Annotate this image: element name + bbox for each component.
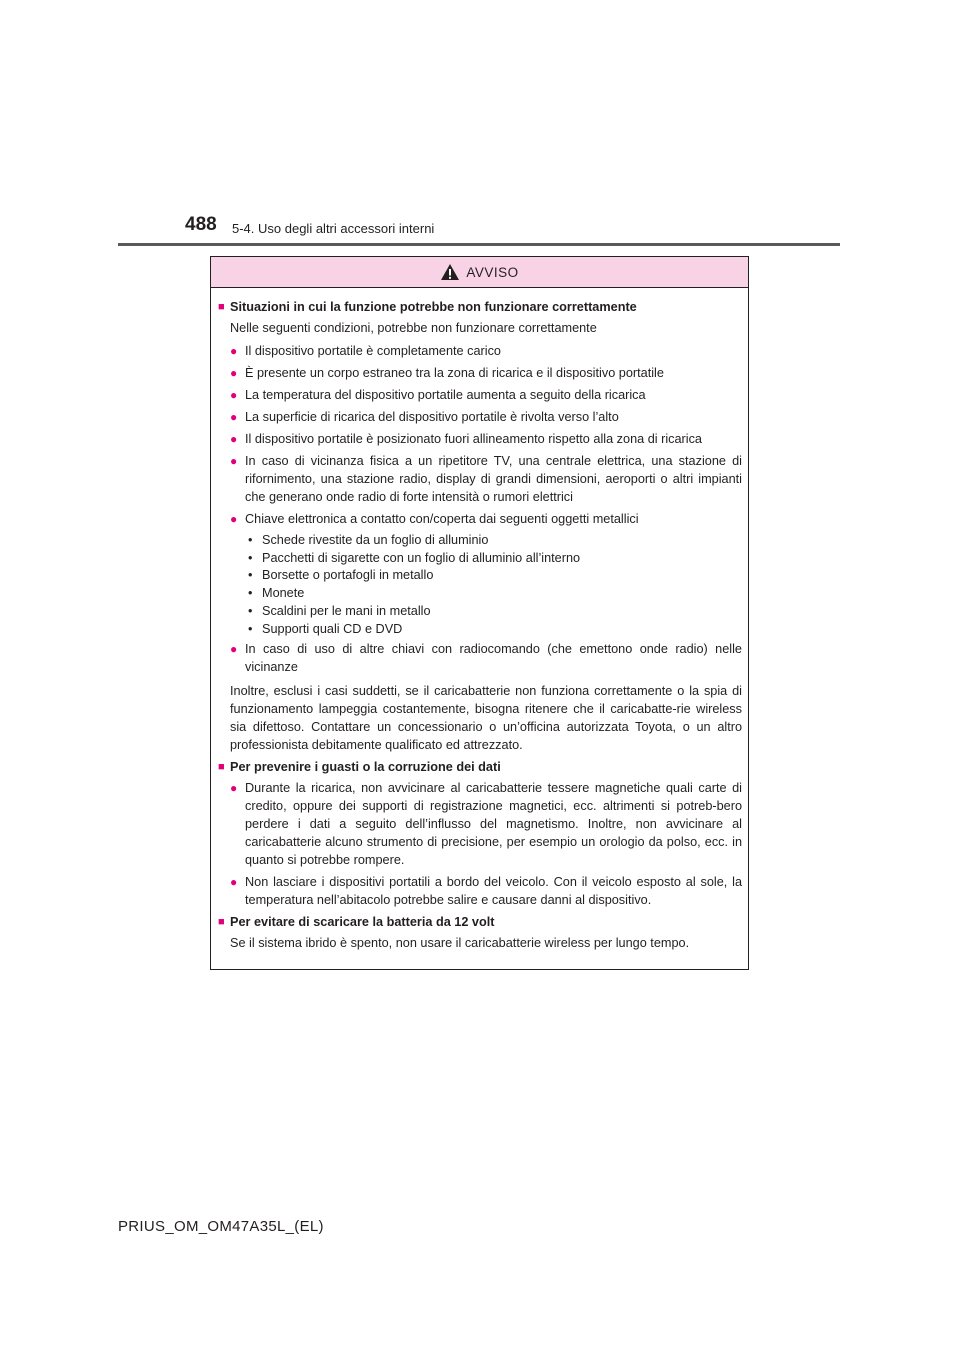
header-rule [118, 243, 840, 246]
sublist-item [248, 532, 742, 550]
list-item [230, 510, 742, 528]
sublist-item [248, 567, 742, 585]
circle-bullet-icon: ● [230, 410, 238, 424]
list-item [230, 342, 742, 360]
sublist-item [248, 550, 742, 568]
list-item-text: Il dispositivo portatile è completamente carico [245, 344, 501, 358]
dot-bullet-icon: • [248, 621, 253, 636]
sublist-item-text: Pacchetti di sigarette con un foglio di alluminio all’interno [262, 550, 581, 565]
list-item-text: È presente un corpo estraneo tra la zona di ricarica e il dispositivo portatile [245, 366, 664, 380]
circle-bullet-icon: ● [230, 875, 238, 890]
notice-body [211, 288, 748, 952]
notice-box [210, 256, 749, 970]
section-text: Se il sistema ibrido è spento, non usare il caricabatterie wireless per lungo tempo. [230, 936, 690, 951]
notice-title: AVVISO [466, 264, 519, 280]
intro-text: Nelle seguenti condizioni, potrebbe non funzionare correttamente [230, 321, 597, 335]
section-heading [218, 298, 742, 316]
list-item-text: In caso di uso di altre chiavi con radiocomando (che emettono onde radio) nelle vicinanze [245, 642, 742, 675]
circle-bullet-icon: ● [230, 781, 238, 796]
heading-text: Situazioni in cui la funzione potrebbe non funzionare correttamente [230, 300, 637, 314]
list-item-text: Chiave elettronica a contatto con/coperta dai seguenti oggetti metallici [245, 512, 639, 526]
sublist-item-text: Schede rivestite da un foglio di alluminio [262, 533, 489, 547]
dot-bullet-icon: • [248, 533, 253, 547]
metal-objects-sublist [248, 532, 742, 638]
square-bullet-icon: ■ [218, 916, 225, 929]
circle-bullet-icon: ● [230, 454, 238, 468]
circle-bullet-icon: ● [230, 432, 238, 446]
list-item [230, 452, 742, 506]
list-item-text: In caso di vicinanza fisica a un ripetitore TV, una centrale elettrica, una stazione di rifornimento, una stazione radio, display di grandi dimensioni, aeroporti o altri impianti che generano onde radio di forte intensità o rumori elettrici [245, 454, 742, 504]
list-item [230, 430, 742, 448]
list-item [230, 408, 742, 426]
square-bullet-icon: ■ [218, 301, 225, 313]
list-item-text: Durante la ricarica, non avvicinare al caricabatterie tessere magnetiche quali carte di credito, oppure dei supporti di registrazione magnetici, ecc. altrimenti si potreb-bero perdere i dati a seguito dell’influsso del magnetismo. Inoltre, non avvicinare al caricabatterie alcuno strumento di precisione, per esempio un orologio da polso, ecc. in quanto si potrebbe rompere. [245, 781, 742, 868]
heading-text: Per evitare di scaricare la batteria da 12 volt [230, 915, 495, 930]
section-title: 5-4. Uso degli altri accessori interni [232, 221, 435, 236]
list-item-text: Non lasciare i dispositivi portatili a bordo del veicolo. Con il veicolo esposto al sole, la temperatura nell’abitacolo potrebbe salire e causare danni al dispositivo. [245, 875, 742, 908]
list-item [230, 364, 742, 382]
sublist-item [248, 585, 742, 603]
notice-header [211, 257, 748, 288]
warning-triangle-icon [440, 263, 460, 281]
dot-bullet-icon: • [248, 568, 253, 583]
sublist-item-text: Supporti quali CD e DVD [262, 621, 403, 636]
circle-bullet-icon: ● [230, 642, 238, 657]
sublist-item-text: Scaldini per le mani in metallo [262, 603, 431, 618]
dot-bullet-icon: • [248, 603, 253, 618]
closing-paragraph: Inoltre, esclusi i casi suddetti, se il caricabatterie non funziona correttamente o la spia di funzionamento lampeggia costantemente, bisogna ritenere che il caricabatte-rie wireless sia difettoso. Contattare un concessionario o un’officina autorizzata Toyota, o un altro professionista debitamente qualificato ed attrezzato. [230, 684, 742, 753]
list-item [230, 873, 742, 909]
section-heading [218, 758, 742, 776]
sublist-item-text: Borsette o portafogli in metallo [262, 568, 434, 583]
square-bullet-icon: ■ [218, 761, 225, 774]
section-heading [218, 913, 742, 931]
page-number: 488 [185, 214, 217, 235]
list-item-text: La superficie di ricarica del dispositivo portatile è rivolta verso l’alto [245, 410, 619, 424]
list-item [230, 779, 742, 869]
list-item-text: La temperatura del dispositivo portatile aumenta a seguito della ricarica [245, 388, 646, 402]
dot-bullet-icon: • [248, 550, 253, 565]
circle-bullet-icon: ● [230, 366, 238, 380]
circle-bullet-icon: ● [230, 344, 238, 358]
heading-text: Per prevenire i guasti o la corruzione dei dati [230, 760, 501, 775]
sublist-item [248, 603, 742, 621]
list-item-text: Il dispositivo portatile è posizionato fuori allineamento rispetto alla zona di ricarica [245, 432, 702, 446]
list-item [230, 640, 742, 676]
circle-bullet-icon: ● [230, 388, 238, 402]
sublist-item-text: Monete [262, 586, 305, 601]
circle-bullet-icon: ● [230, 512, 238, 526]
dot-bullet-icon: • [248, 586, 253, 601]
footer-code: PRIUS_OM_OM47A35L_(EL) [118, 1218, 324, 1235]
sublist-item [248, 621, 742, 639]
list-item [230, 386, 742, 404]
